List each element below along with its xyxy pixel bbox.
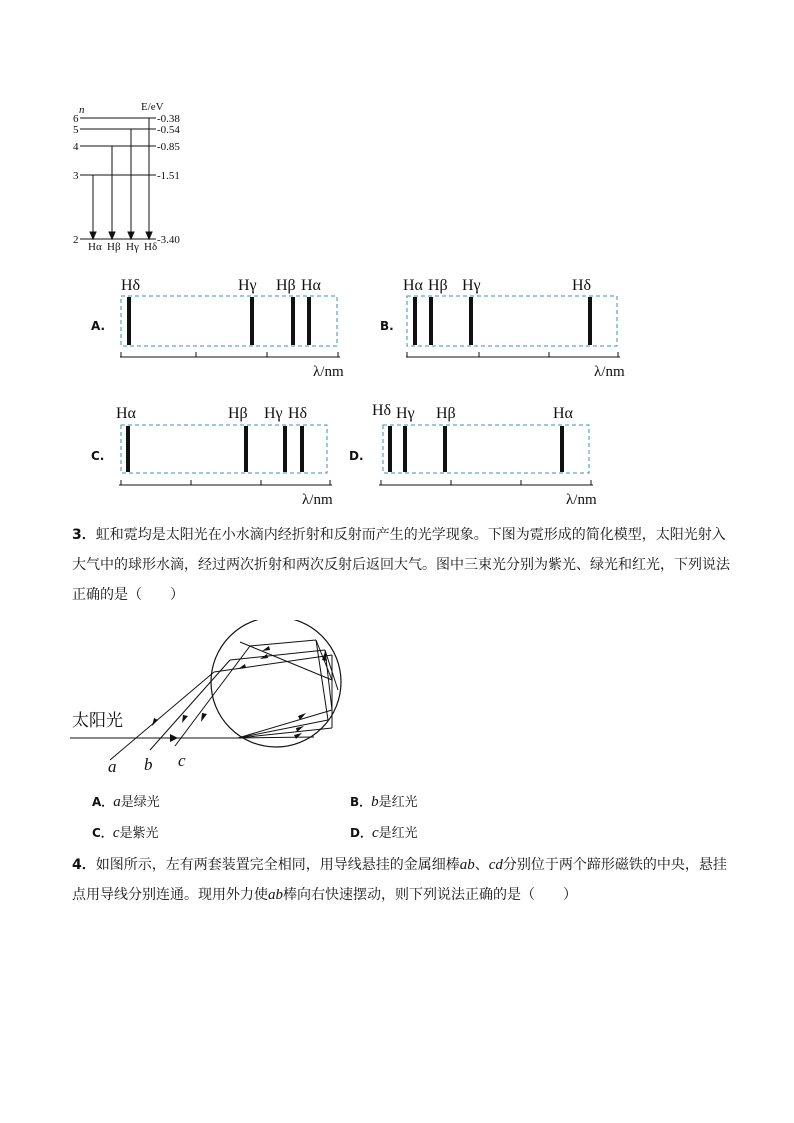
- level-n-3: 3: [73, 170, 79, 182]
- spectral-line-label: Hβ: [228, 405, 248, 422]
- energy-axis-label: E/eV: [141, 101, 164, 113]
- wavelength-axis-label: λ/nm: [566, 492, 597, 508]
- question-4: [72, 850, 732, 910]
- line-label-h-delta: Hδ: [144, 241, 158, 253]
- energy-level-diagram: [60, 100, 200, 260]
- option-label: C．: [92, 826, 113, 840]
- spectrum-plot: [88, 398, 368, 513]
- option-text: 是红光: [378, 826, 418, 841]
- line-label-h-beta: Hβ: [107, 241, 121, 253]
- level-e-4: -0.85: [157, 141, 180, 153]
- level-lines: [80, 118, 156, 239]
- level-n-4: 4: [73, 141, 79, 153]
- q3-option-d[interactable]: [350, 822, 418, 842]
- level-n-2: 2: [73, 234, 79, 246]
- spectrum-option-a: [88, 268, 368, 383]
- option-variable: b: [371, 794, 379, 810]
- option-text: 是红光: [378, 795, 418, 810]
- spectrum-plot: [346, 398, 626, 513]
- option-variable: c: [371, 825, 379, 841]
- spectral-line-label: Hβ: [276, 277, 296, 294]
- line-label-h-alpha: Hα: [88, 241, 102, 253]
- spectral-line-label: Hγ: [462, 277, 481, 294]
- rod-name: cd: [488, 857, 503, 873]
- option-text: 是绿光: [120, 795, 160, 810]
- rod-name: ab: [459, 857, 475, 873]
- spectral-line-label: Hδ: [572, 277, 592, 294]
- option-label: D.: [349, 449, 364, 463]
- option-label: B.: [380, 319, 394, 333]
- spectrum-plot: [378, 268, 658, 383]
- level-e-2: -3.40: [157, 234, 180, 246]
- level-e-5: -0.54: [157, 124, 180, 136]
- question-number: 3．: [72, 527, 96, 543]
- ray-paths: [70, 640, 338, 760]
- ray-label-c: c: [178, 751, 186, 770]
- raindrop-figure: [70, 620, 360, 780]
- option-label: A.: [91, 319, 106, 333]
- spectrum-plot: [88, 268, 368, 383]
- option-variable: c: [112, 825, 120, 841]
- question-text: 棒向右快速摆动，则下列说法正确的是（ ）: [283, 887, 577, 903]
- spectral-line-label: Hα: [116, 405, 136, 422]
- question-number: 4．: [72, 857, 96, 873]
- level-e-3: -1.51: [157, 170, 180, 182]
- spectral-line-label: Hα: [403, 277, 423, 294]
- option-text: 是紫光: [119, 826, 159, 841]
- level-n-5: 5: [73, 124, 79, 136]
- option-variable: a: [113, 794, 121, 810]
- spectral-line-label: Hβ: [436, 405, 456, 422]
- water-droplet: [211, 620, 341, 747]
- question-3: [72, 520, 732, 610]
- option-label: B．: [350, 795, 372, 809]
- spectral-line-label: Hα: [301, 277, 321, 294]
- option-label: D．: [350, 826, 372, 840]
- level-e-6: -0.38: [157, 113, 180, 125]
- spectral-line-label: Hα: [553, 405, 573, 422]
- question-text: 如图所示，左有两套装置完全相同，用导线悬挂的金属细棒: [95, 857, 460, 873]
- line-label-h-gamma: Hγ: [126, 241, 139, 253]
- q3-option-c[interactable]: [92, 822, 159, 842]
- spectrum-option-b: [378, 268, 658, 383]
- spectrum-option-c: [88, 398, 368, 513]
- spectral-line-label: Hβ: [428, 277, 448, 294]
- rod-name: ab: [268, 887, 283, 903]
- transition-arrows: [90, 118, 152, 239]
- question-text: 、: [474, 857, 489, 873]
- option-label: C.: [91, 449, 105, 463]
- spectral-line-label: Hγ: [238, 277, 257, 294]
- wavelength-axis-label: λ/nm: [302, 492, 333, 508]
- spectral-line-label: Hδ: [288, 405, 308, 422]
- q3-option-b[interactable]: [350, 791, 418, 811]
- wavelength-axis-label: λ/nm: [594, 364, 625, 380]
- question-text: 分别位于两个蹄形磁铁的中央，悬挂点用导线分别连通。现用外力使: [72, 857, 727, 903]
- spectral-line-label: Hδ: [372, 402, 392, 419]
- option-label: A．: [92, 795, 114, 809]
- spectral-line-label: Hδ: [121, 277, 141, 294]
- wavelength-axis-label: λ/nm: [313, 364, 344, 380]
- spectral-line-label: Hγ: [396, 405, 415, 422]
- spectral-line-label: Hγ: [264, 405, 283, 422]
- level-n-6: 6: [73, 113, 79, 125]
- ray-label-a: a: [108, 757, 117, 776]
- q3-option-a[interactable]: [92, 791, 160, 811]
- ray-label-b: b: [144, 755, 153, 774]
- question-text: 虹和霓均是太阳光在小水滴内经折射和反射而产生的光学现象。下图为霓形成的简化模型，太阳光射入大气中的球形水滴，经过两次折射和两次反射后返回大气。图中三束光分别为紫光、绿光和红光，下列说法正确的是（ ）: [72, 527, 730, 603]
- sunlight-label: 太阳光: [72, 711, 123, 731]
- n-axis-label: n: [79, 104, 85, 116]
- spectrum-option-d: [346, 398, 626, 513]
